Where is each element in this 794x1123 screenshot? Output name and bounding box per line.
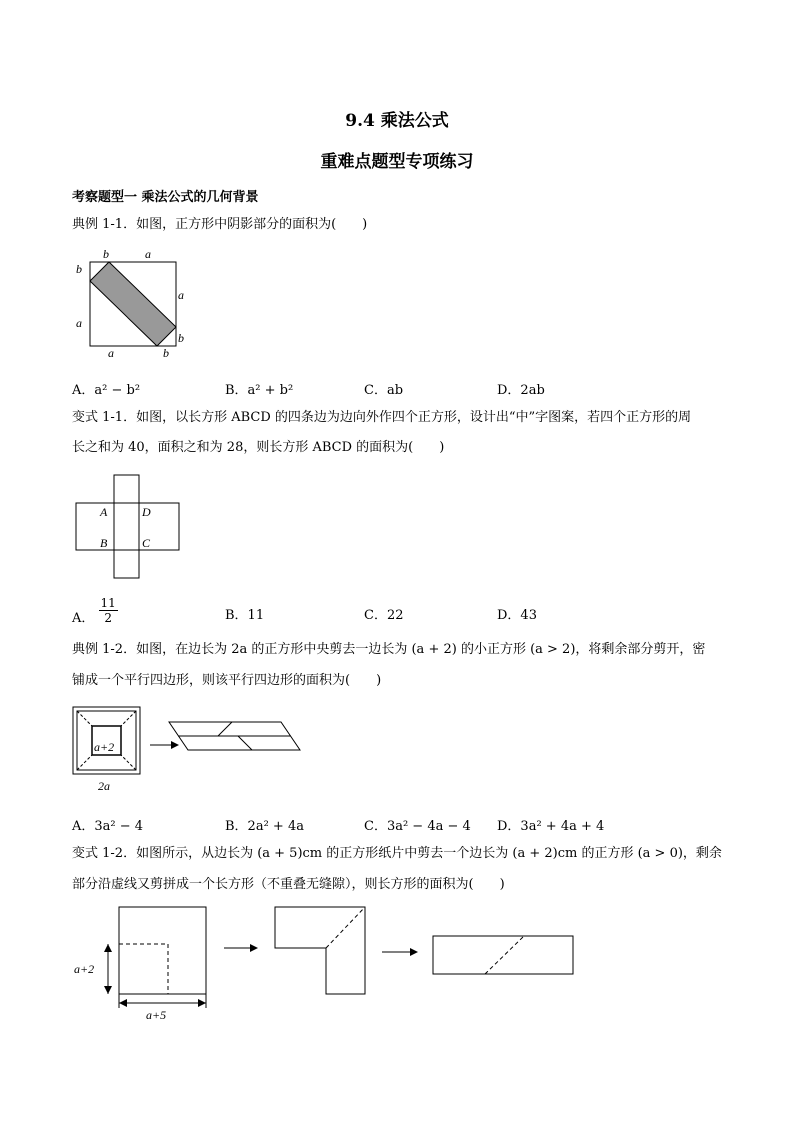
q4-label-bottom: a+5 bbox=[146, 1008, 167, 1022]
q1-label-a-bottom: a bbox=[108, 346, 114, 360]
q1-label-a-left: a bbox=[76, 316, 82, 330]
q2-option-a[interactable] bbox=[72, 596, 118, 633]
q1-option-d[interactable]: D．2ab bbox=[497, 383, 545, 398]
q1-label-a-right: a bbox=[178, 288, 184, 302]
q2-label-b: B bbox=[100, 536, 108, 550]
q2-option-d[interactable]: D．43 bbox=[497, 608, 537, 623]
q4-text-line1: 变式 1-2．如图所示，从边长为 (a + 5)cm 的正方形纸片中剪去一个边长为 (a + 2)cm 的正方形 (a > 0)，剩余 bbox=[72, 846, 722, 861]
q2-fraction-denominator: 2 bbox=[104, 611, 112, 625]
q3-option-b[interactable]: B．2a² + 4a bbox=[225, 819, 304, 834]
q2-text-line2: 长之和为 40，面积之和为 28，则长方形 ABCD 的面积为( ) bbox=[72, 440, 445, 455]
q2-figure bbox=[70, 470, 185, 582]
q2-text-line1: 变式 1-1．如图，以长方形 ABCD 的四条边为边向外作四个正方形，设计出“中”字图案，若四个正方形的周 bbox=[72, 410, 692, 425]
q2-zhong-diagram bbox=[70, 470, 185, 582]
q2-option-c[interactable]: C．22 bbox=[364, 608, 404, 623]
q3-option-d[interactable]: D．3a² + 4a + 4 bbox=[497, 819, 605, 834]
section-heading: 考察题型一 乘法公式的几何背景 bbox=[72, 190, 259, 205]
q3-text-line1: 典例 1-2．如图，在边长为 2a 的正方形中央剪去一边长为 (a + 2) 的小正方形 (a > 2)，将剩余部分剪开，密 bbox=[72, 642, 706, 657]
q2-fraction-numerator: 11 bbox=[100, 596, 116, 610]
q2-label-a: A bbox=[100, 505, 108, 519]
q3-text-line2: 铺成一个平行四边形，则该平行四边形的面积为( ) bbox=[72, 673, 382, 688]
q1-option-c[interactable]: C．ab bbox=[364, 383, 404, 398]
q3-option-c[interactable]: C．3a² − 4a − 4 bbox=[364, 819, 471, 834]
q1-option-a[interactable]: A．a² − b² bbox=[72, 383, 141, 398]
page-title: 9.4 乘法公式 bbox=[345, 111, 449, 131]
q2-label-d: D bbox=[142, 505, 151, 519]
q4-rectangle-diagram bbox=[72, 900, 582, 1025]
q3-label-inner-side: a+2 bbox=[94, 740, 115, 754]
q3-option-a[interactable]: A．3a² − 4 bbox=[72, 819, 144, 834]
q2-label-c: C bbox=[142, 536, 151, 550]
q2-option-b[interactable]: B．11 bbox=[225, 608, 265, 623]
q2-option-a-fraction bbox=[99, 596, 118, 625]
q1-label-b-bottom: b bbox=[163, 346, 169, 360]
q1-figure bbox=[72, 248, 202, 363]
q1-label-a-top: a bbox=[145, 247, 151, 261]
q3-figure bbox=[72, 700, 312, 800]
q3-label-outer-side: 2a bbox=[98, 779, 110, 793]
q1-label-b-right: b bbox=[178, 331, 184, 345]
q4-text-line2: 部分沿虚线又剪拼成一个长方形（不重叠无缝隙），则长方形的面积为( ) bbox=[72, 877, 505, 892]
page-subtitle: 重难点题型专项练习 bbox=[320, 152, 474, 172]
q4-figure bbox=[72, 900, 582, 1025]
q1-label-b-top: b bbox=[103, 247, 109, 261]
q1-text: 典例 1-1．如图，正方形中阴影部分的面积为( ) bbox=[72, 217, 368, 232]
q1-option-b[interactable]: B．a² + b² bbox=[225, 383, 294, 398]
q4-label-side: a+2 bbox=[74, 962, 95, 976]
q2-option-a-prefix: A． bbox=[72, 611, 95, 626]
q1-label-b-left: b bbox=[76, 262, 82, 276]
